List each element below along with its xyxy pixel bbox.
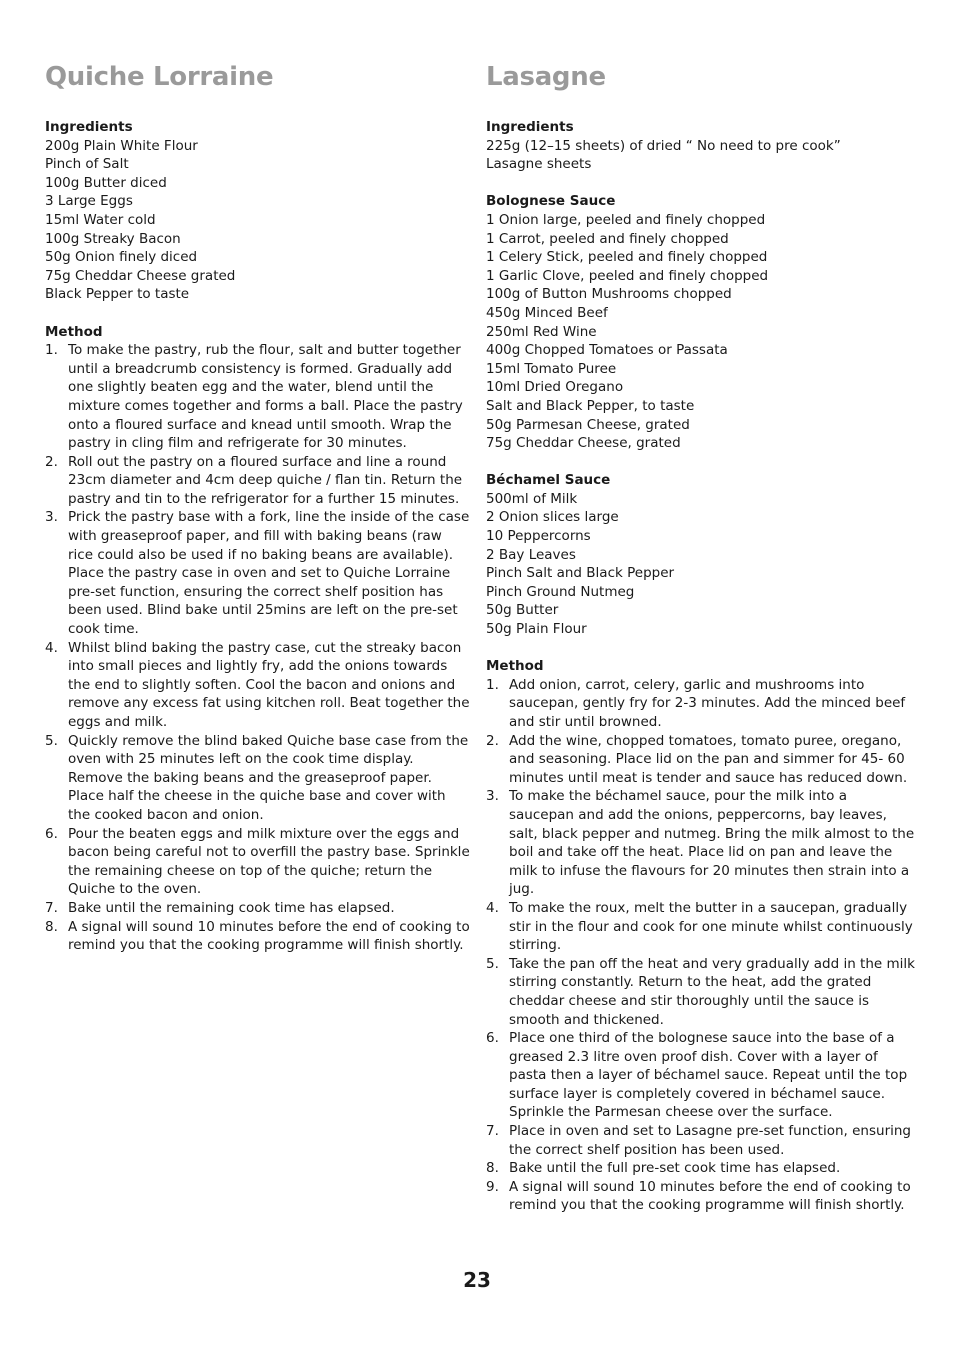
- step-text: Add the wine, chopped tomatoes, tomato puree, oregano, and seasoning. Place lid on the pan and simmer for 45- 60 minutes until meat is tender and sauce has reduced down.: [509, 732, 908, 786]
- bechamel-ingredient-item: 2 Onion slices large: [486, 509, 619, 526]
- step-text: Bake until the remaining cook time has elapsed.: [68, 899, 395, 916]
- lasagne-method-step: [486, 1029, 916, 1122]
- bechamel-ingredients-list: [486, 490, 916, 639]
- quiche-method-step: [45, 341, 470, 453]
- bolognese-ingredient-item: Salt and Black Pepper, to taste: [486, 397, 695, 414]
- step-number: 9.: [486, 1178, 499, 1195]
- quiche-ingredient-item: 100g Butter diced: [45, 174, 167, 191]
- quiche-method-step: [45, 453, 470, 509]
- quiche-ingredient-item: 100g Streaky Bacon: [45, 230, 181, 247]
- quiche-method-step: [45, 899, 470, 918]
- bechamel-ingredient-item: 500ml of Milk: [486, 490, 578, 507]
- bolognese-ingredient-item: 1 Garlic Clove, peeled and finely chopped: [486, 267, 769, 284]
- bolognese-ingredients-list: [486, 211, 916, 453]
- bechamel-ingredient-item: 10 Peppercorns: [486, 528, 591, 545]
- bolognese-ingredient-item: 1 Carrot, peeled and finely chopped: [486, 230, 729, 247]
- bolognese-heading: Bolognese Sauce: [486, 193, 616, 210]
- lasagne-ingredients-heading: Ingredients: [486, 119, 574, 135]
- step-text: Quickly remove the blind baked Quiche base case from the oven with 25 minutes left on the cook time display. Remove the baking beans and the greaseproof paper. Place half the cheese in the quiche base and cover with the cooked bacon and onion.: [68, 732, 469, 823]
- step-number: 6.: [486, 1030, 499, 1047]
- step-number: 5.: [486, 955, 499, 972]
- bechamel-ingredient-item: 50g Plain Flour: [486, 621, 587, 638]
- lasagne-method-step: [486, 899, 916, 955]
- step-number: 2.: [486, 732, 499, 749]
- step-number: 7.: [45, 899, 58, 916]
- lasagne-method-step: [486, 1159, 916, 1178]
- step-number: 6.: [45, 825, 58, 842]
- bechamel-ingredient-item: 2 Bay Leaves: [486, 546, 576, 563]
- bolognese-ingredient-item: 100g of Button Mushrooms chopped: [486, 286, 732, 303]
- bechamel-heading: Béchamel Sauce: [486, 472, 611, 489]
- quiche-ingredient-item: 75g Cheddar Cheese grated: [45, 267, 236, 284]
- step-number: 7.: [486, 1123, 499, 1140]
- quiche-method-step: [45, 918, 470, 955]
- step-number: 4.: [486, 899, 499, 916]
- lasagne-method-heading: Method: [486, 658, 544, 675]
- step-text: Pour the beaten eggs and milk mixture over the eggs and bacon being careful not to overfill the pastry base. Sprinkle the remaining cheese on top of the quiche; return the Quiche to the oven.: [68, 825, 470, 898]
- step-text: Prick the pastry base with a fork, line the inside of the case with greaseproof paper, and fill with baking beans (raw rice could also be used if no baking beans are available). Place the pastry case in oven and set to Quiche Lorraine pre-set function, ensuring the correct shelf position has been used. Blind bake until 25mins are left on the pre-set cook time.: [68, 509, 470, 638]
- step-number: 5.: [45, 732, 58, 749]
- step-text: A signal will sound 10 minutes before the end of cooking to remind you that the cooking programme will finish shortly.: [509, 1178, 911, 1214]
- step-number: 4.: [45, 639, 58, 656]
- lasagne-method-step: [486, 787, 916, 899]
- bechamel-ingredient-item: Pinch Ground Nutmeg: [486, 583, 635, 600]
- quiche-title: Quiche Lorraine: [45, 62, 274, 92]
- lasagne-ingredient-item: 225g (12–15 sheets) of dried “ No need to pre cook”: [486, 137, 841, 154]
- step-number: 8.: [45, 918, 58, 935]
- lasagne-recipe: [486, 60, 916, 1215]
- quiche-ingredient-item: 50g Onion finely diced: [45, 249, 198, 266]
- bolognese-ingredient-item: 10ml Dried Oregano: [486, 379, 624, 396]
- quiche-ingredient-item: Pinch of Salt: [45, 156, 129, 173]
- lasagne-method-step: [486, 1122, 916, 1159]
- lasagne-ingredients-list: [486, 137, 916, 174]
- bolognese-ingredient-item: 450g Minced Beef: [486, 304, 608, 321]
- quiche-method-heading: Method: [45, 323, 103, 340]
- quiche-ingredient-item: 200g Plain White Flour: [45, 137, 198, 154]
- bolognese-ingredient-item: 15ml Tomato Puree: [486, 360, 617, 377]
- lasagne-method-step: [486, 676, 916, 732]
- page-number: 23: [463, 1268, 491, 1292]
- quiche-ingredient-item: 3 Large Eggs: [45, 193, 133, 210]
- step-text: Add onion, carrot, celery, garlic and mushrooms into saucepan, gently fry for 2-3 minutes. Add the minced beef and stir until browned.: [509, 676, 906, 730]
- step-text: To make the roux, melt the butter in a saucepan, gradually stir in the flour and cook for one minute whilst continuously stirring.: [509, 899, 913, 954]
- bechamel-ingredient-item: 50g Butter: [486, 602, 559, 619]
- quiche-ingredients-list: [45, 137, 470, 304]
- bolognese-ingredient-item: 1 Onion large, peeled and finely chopped: [486, 211, 766, 228]
- lasagne-title: Lasagne: [486, 62, 606, 92]
- bolognese-ingredient-item: 400g Chopped Tomatoes or Passata: [486, 342, 728, 359]
- quiche-ingredients-heading: Ingredients: [45, 119, 133, 135]
- bolognese-ingredient-item: 50g Parmesan Cheese, grated: [486, 416, 690, 433]
- lasagne-method-step: [486, 732, 916, 788]
- step-text: Place in oven and set to Lasagne pre-set function, ensuring the correct shelf position has been used.: [509, 1123, 911, 1158]
- bolognese-ingredient-item: 250ml Red Wine: [486, 323, 597, 340]
- step-number: 8.: [486, 1160, 499, 1177]
- lasagne-method-list: [486, 676, 916, 1215]
- step-text: To make the béchamel sauce, pour the milk into a saucepan and add the onions, peppercorns, bay leaves, salt, black pepper and nutmeg. Bring the milk almost to the boil and take off the heat. Place lid on pan and leave the milk to infuse the flavours for 20 minutes then strain into a jug.: [509, 788, 915, 898]
- quiche-method-list: [45, 341, 470, 955]
- step-text: Bake until the full pre-set cook time has elapsed.: [509, 1160, 841, 1177]
- bolognese-ingredient-item: 1 Celery Stick, peeled and finely chopped: [486, 249, 768, 266]
- lasagne-method-step: [486, 1178, 916, 1215]
- step-text: Take the pan off the heat and very gradually add in the milk stirring constantly. Return to the heat, add the grated cheddar cheese and stir thoroughly until the sauce is smooth and thickened.: [509, 955, 915, 1028]
- quiche-method-step: [45, 639, 470, 732]
- bolognese-ingredient-item: 75g Cheddar Cheese, grated: [486, 435, 681, 452]
- step-text: Whilst blind baking the pastry case, cut the streaky bacon into small pieces and lightly fry, add the onions towards the end to slightly soften. Cool the bacon and onions and remove any excess fat using kitchen roll. Beat together the eggs and milk.: [68, 639, 470, 730]
- quiche-ingredient-item: 15ml Water cold: [45, 211, 156, 228]
- quiche-method-step: [45, 825, 470, 899]
- quiche-ingredient-item: Black Pepper to taste: [45, 286, 190, 303]
- lasagne-ingredient-item: Lasagne sheets: [486, 156, 592, 173]
- step-number: 3.: [45, 509, 58, 526]
- step-text: To make the pastry, rub the flour, salt and butter together until a breadcrumb consistency is formed. Gradually add one slightly beaten egg and the water, blend until the mixture comes together and forms a ball. Place the pastry onto a floured surface and knead until smooth. Wrap the pastry in cling film and refrigerate for 30 minutes.: [68, 342, 463, 452]
- step-number: 1.: [45, 342, 58, 359]
- lasagne-method-step: [486, 955, 916, 1029]
- step-number: 1.: [486, 676, 499, 693]
- step-text: A signal will sound 10 minutes before the end of cooking to remind you that the cooking programme will finish shortly.: [68, 918, 470, 954]
- step-number: 3.: [486, 788, 499, 805]
- quiche-lorraine-recipe: [45, 60, 470, 955]
- step-text: Roll out the pastry on a floured surface and line a round 23cm diameter and 4cm deep quiche / flan tin. Return the pastry and tin to the refrigerator for a further 15 minutes.: [68, 453, 463, 507]
- step-text: Place one third of the bolognese sauce into the base of a greased 2.3 litre oven proof dish. Cover with a layer of pasta then a layer of béchamel sauce. Repeat until the top surface layer is completely covered in béchamel sauce. Sprinkle the Parmesan cheese over the surface.: [509, 1030, 908, 1121]
- bechamel-ingredient-item: Pinch Salt and Black Pepper: [486, 565, 675, 582]
- quiche-method-step: [45, 508, 470, 638]
- step-number: 2.: [45, 453, 58, 470]
- quiche-method-step: [45, 732, 470, 825]
